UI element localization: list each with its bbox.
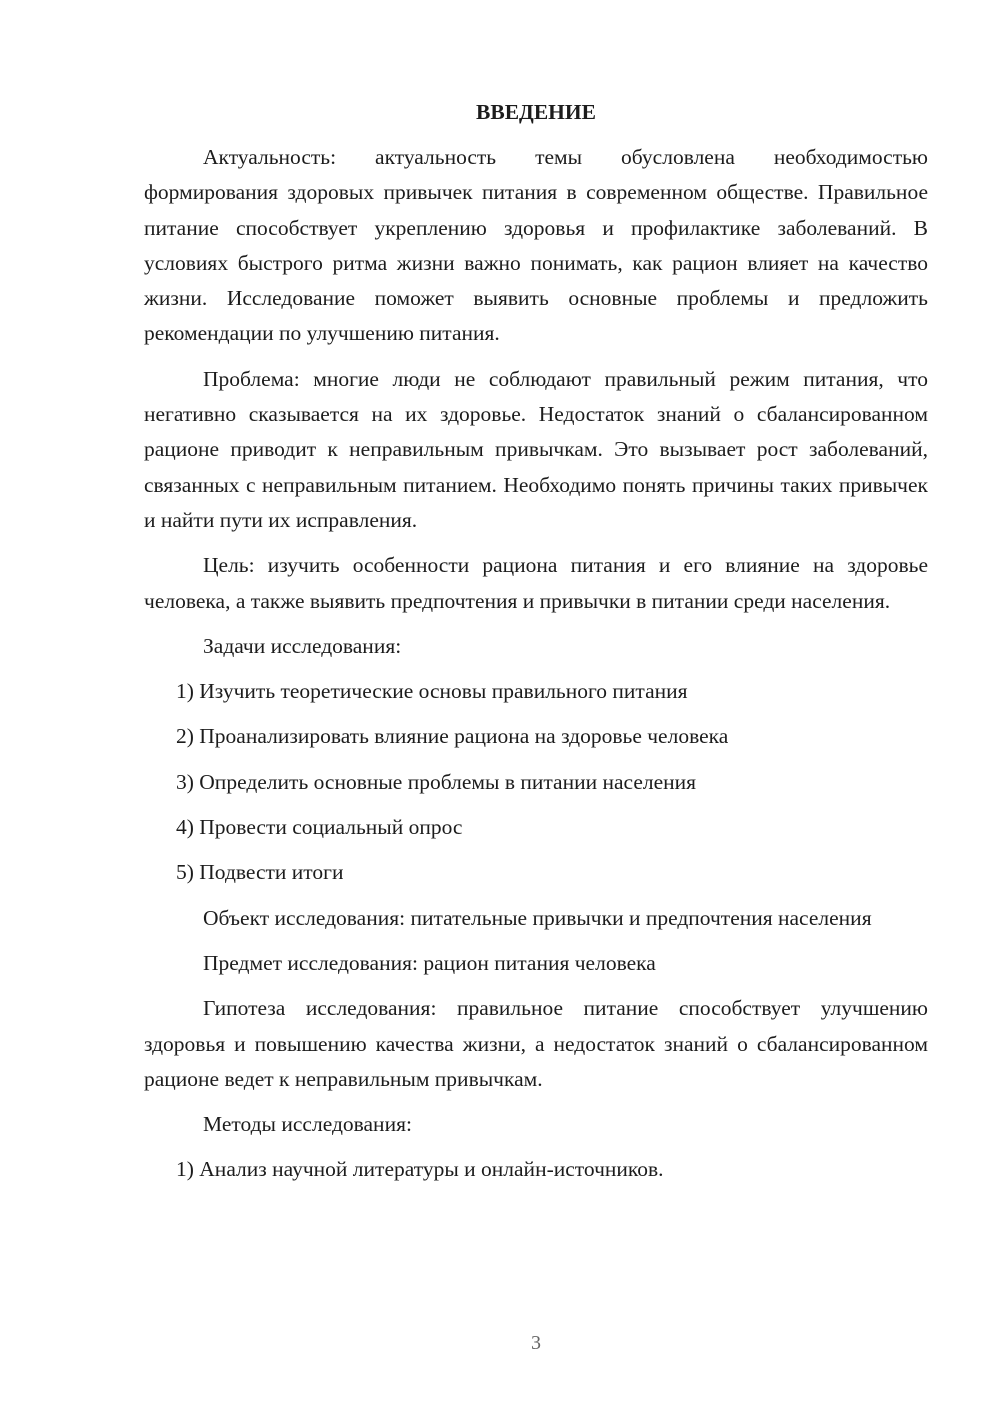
tasks-label: Задачи исследования: (203, 633, 402, 658)
task-item: 4) Провести социальный опрос (176, 815, 463, 840)
task-item: 3) Определить основные проблемы в питании населения (176, 769, 697, 794)
task-item: 2) Проанализировать влияние рациона на здоровье человека (176, 724, 729, 749)
task-item: 5) Подвести итоги (176, 860, 344, 885)
problem-paragraph: Проблема: многие люди не соблюдают правильный режим питания, что негативно сказывается на их здоровье. Недостаток знаний о сбалансированном рационе приводит к неправильным привычкам. Это вызывает рост заболеваний, связанных с неправильным питанием. Необходимо понять причины таких привычек и найти пути их исправления. (144, 366, 928, 532)
methods-label: Методы исследования: (203, 1112, 412, 1137)
section-title: ВВЕДЕНИЕ (476, 100, 596, 124)
subject-paragraph: Предмет исследования: рацион питания человека (203, 950, 656, 975)
object-paragraph: Объект исследования: питательные привычки и предпочтения населения (203, 905, 872, 930)
goal-paragraph: Цель: изучить особенности рациона питания и его влияние на здоровье человека, а также выявить предпочтения и привычки в питании среди населения. (144, 553, 928, 613)
page-number: 3 (531, 1332, 541, 1354)
relevance-paragraph: Актуальность: актуальность темы обусловлена необходимостью формирования здоровых привычек питания в современном обществе. Правильное питание способствует укреплению здоровья и профилактике заболеваний. В условиях быстрого ритма жизни важно понимать, как рацион влияет на качество жизни. Исследование поможет выявить основные проблемы и предложить рекомендации по улучшению питания. (144, 145, 928, 346)
method-item: 1) Анализ научной литературы и онлайн-источников. (176, 1157, 664, 1182)
hypothesis-paragraph: Гипотеза исследования: правильное питание способствует улучшению здоровья и повышению качества жизни, а недостаток знаний о сбалансированном рационе ведет к неправильным привычкам. (144, 996, 928, 1091)
task-item: 1) Изучить теоретические основы правильного питания (176, 679, 688, 704)
page-content (144, 95, 928, 1198)
